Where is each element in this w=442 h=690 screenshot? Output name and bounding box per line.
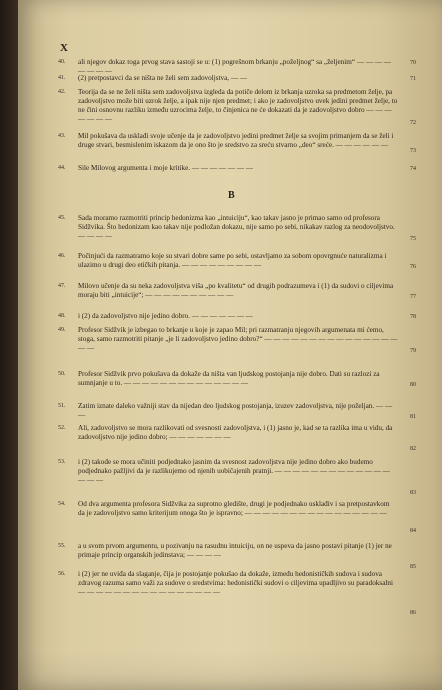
entry-page: 71 xyxy=(410,76,416,82)
entry-text: Teorija da se ne želi ništa sem zadovoljstva izgleda da potiče delom iz brkanja uzroka sa predmetom želje, pa zadovoljstvo može biti uzrok želje, a ipak nije njen predmet; i ako je zadovoljstvo uvek jedini predmet želje, to ne čini osnovnu razliku između uzrocima želje, to činjenica ne će dokazati da je zadovoljstvo dobro — — — — — — — xyxy=(78,88,398,123)
toc-entry xyxy=(58,58,416,75)
entry-number: 40. xyxy=(58,59,66,65)
entry-number: 49. xyxy=(58,327,66,333)
toc-entry xyxy=(58,74,416,84)
toc-entry xyxy=(58,570,416,618)
toc-entry xyxy=(58,132,416,156)
entry-text: a u svom prvom argumentu, u pozivanju na rasudnu intuiciju, on ne uspeva da jasno postavi pitanje (1) jer ne primaje princip organskih jedinstava; — — — — xyxy=(78,542,392,559)
toc-entry xyxy=(58,326,416,356)
entry-page: 74 xyxy=(410,166,416,172)
entry-page: 84 xyxy=(410,528,416,534)
entry-page: 78 xyxy=(410,314,416,320)
entry-number: 53. xyxy=(58,459,66,465)
entry-number: 46. xyxy=(58,253,66,259)
toc-entry xyxy=(58,88,416,128)
entry-page: 70 xyxy=(410,60,416,66)
book-page xyxy=(18,0,442,690)
book-spine xyxy=(0,0,18,690)
entry-number: 41. xyxy=(58,75,66,81)
section-heading: B xyxy=(228,190,235,201)
entry-number: 50. xyxy=(58,371,66,377)
toc-entry xyxy=(58,214,416,244)
entry-text: (2) pretpostavci da se ništa ne želi sem zadovoljstva, — — xyxy=(78,74,248,82)
entry-page: 75 xyxy=(410,236,416,242)
entry-number: 43. xyxy=(58,133,66,139)
entry-number: 47. xyxy=(58,283,66,289)
entry-page: 73 xyxy=(410,148,416,154)
entry-text: Mil pokušava da usklađi svoje učenje da je zadovoljstvo jedini predmet želje sa svojim primanjem da se želi i druge stvari, besmislenim iskazom da je ono što je sredstvo za sreću stvarno „deo“ sreće. — — — — — — xyxy=(78,132,394,149)
entry-text: i (2) takođe se mora učiniti podjednako jasnim da svesnost zadovoljstva nije jedino dobro ako budemo podjednako pažljivi da je razlikujemo od njenih uobičajenih pratnji. — — — — — — — — — — — — — — — — xyxy=(78,458,390,484)
entry-text: Ali, zadovoljstvo se mora razlikovati od svesnosti zadovoljstva, i (1) jasno je, kad se ta razlika ima u vidu, da zadovoljstvo nije jedino dobro; — — — — — — — xyxy=(78,424,393,441)
entry-text: ali njegov dokaz toga prvog stava sastoji se u: (1) pogrešnom brkanju „poželjnog“ sa „željenim“ — — — — — — — — xyxy=(78,58,391,75)
toc-entry xyxy=(58,424,416,454)
entry-number: 51. xyxy=(58,403,66,409)
page-number: X xyxy=(60,42,68,54)
entry-page: 77 xyxy=(410,294,416,300)
entry-page: 79 xyxy=(410,348,416,354)
entry-text: i (2) da zadovoljstvo nije jedino dobro. — — — — — — — xyxy=(78,312,253,320)
entry-text: Profesor Sidžvik je izbegao to brkanje u koje je zapao Mil; pri razmatranju njegovih argumenata mi ćemo, stoga, samo razmotriti pitanje „je li zadovoljstvo jedino dobro?“ — — — — — — — — — — — — — — — — — xyxy=(78,326,398,352)
entry-number: 54. xyxy=(58,501,66,507)
entry-text: Od dva argumenta profesora Sidžvika za suprotno gledište, drugi je podjednako usklađiv i sa pretpostavkom da je zadovoljstvo samo kriterijum onoga što je ispravno; — — — — — — — — — — — — — — — — xyxy=(78,500,390,517)
toc-entry xyxy=(58,164,416,174)
entry-number: 55. xyxy=(58,543,66,549)
toc-entry xyxy=(58,252,416,272)
entry-text: Počinjući da razmatramo koje su stvari dobre same po sebi, ostavljamo za sobom opovrgnuće naturalizma i ulazimo u drugi deo etičkih pitanja. — — — — — — — — — xyxy=(78,252,387,269)
entry-page: 85 xyxy=(410,564,416,570)
toc-entry xyxy=(58,402,416,422)
entry-text: Profesor Sidžvik prvo pokušava da dokaže da ništa van ljudskog postojanja nije dobro. Dati su razlozi za sumnjanje u to. — — — — — — — — — — — — — — xyxy=(78,370,380,387)
toc-entry xyxy=(58,458,416,498)
toc-entry xyxy=(58,312,416,322)
entry-text: Sada moramo razmotriti princip hedonizma kao „intuiciju“, kao takav jasno je primao samo od profesora Sidžvika. Što hedonizam kao takav nije podložan dokazu, nije samo po sebi, nikakav razlog za neodovoljstvo. — — — — xyxy=(78,214,395,240)
entry-page: 81 xyxy=(410,414,416,420)
entry-page: 80 xyxy=(410,382,416,388)
entry-number: 42. xyxy=(58,89,66,95)
entry-text: Milovo učenje da su neka zadovoljstva viša „po kvalitetu“ od drugih podrazumeva i (1) da sudovi o ciljevima moraju biti „intuicije“; — — — — — — — — — — xyxy=(78,282,394,299)
entry-text: Zatim iznate daleko važniji stav da nijedan deo ljudskog postojanja, izuzev zadovoljstva, nije poželjan. — — — xyxy=(78,402,393,419)
toc-entry xyxy=(58,500,416,536)
entry-text: i (2) jer ne uviđa da slaganje, čija je postojanje pokušao da dokaže, između hedonističkih sudova i sudova zdravog razuma samo važi za sudove o sredstvima: hedonistički sudovi o ciljevima upadljivo su paradoksalni — — — — — — — — — — — — — — — — xyxy=(78,570,393,596)
entry-text: Sile Milovog argumenta i moje kritike. — — — — — — — xyxy=(78,164,253,172)
toc-entry xyxy=(58,282,416,302)
entry-number: 52. xyxy=(58,425,66,431)
entry-number: 44. xyxy=(58,165,66,171)
entry-page: 86 xyxy=(410,610,416,616)
toc-entry xyxy=(58,370,416,390)
entry-number: 45. xyxy=(58,215,66,221)
entry-page: 72 xyxy=(410,120,416,126)
entry-page: 83 xyxy=(410,490,416,496)
toc-entry xyxy=(58,542,416,572)
page-shadow xyxy=(18,650,442,690)
entry-number: 48. xyxy=(58,313,66,319)
entry-page: 82 xyxy=(410,446,416,452)
entry-page: 76 xyxy=(410,264,416,270)
entry-number: 56. xyxy=(58,571,66,577)
